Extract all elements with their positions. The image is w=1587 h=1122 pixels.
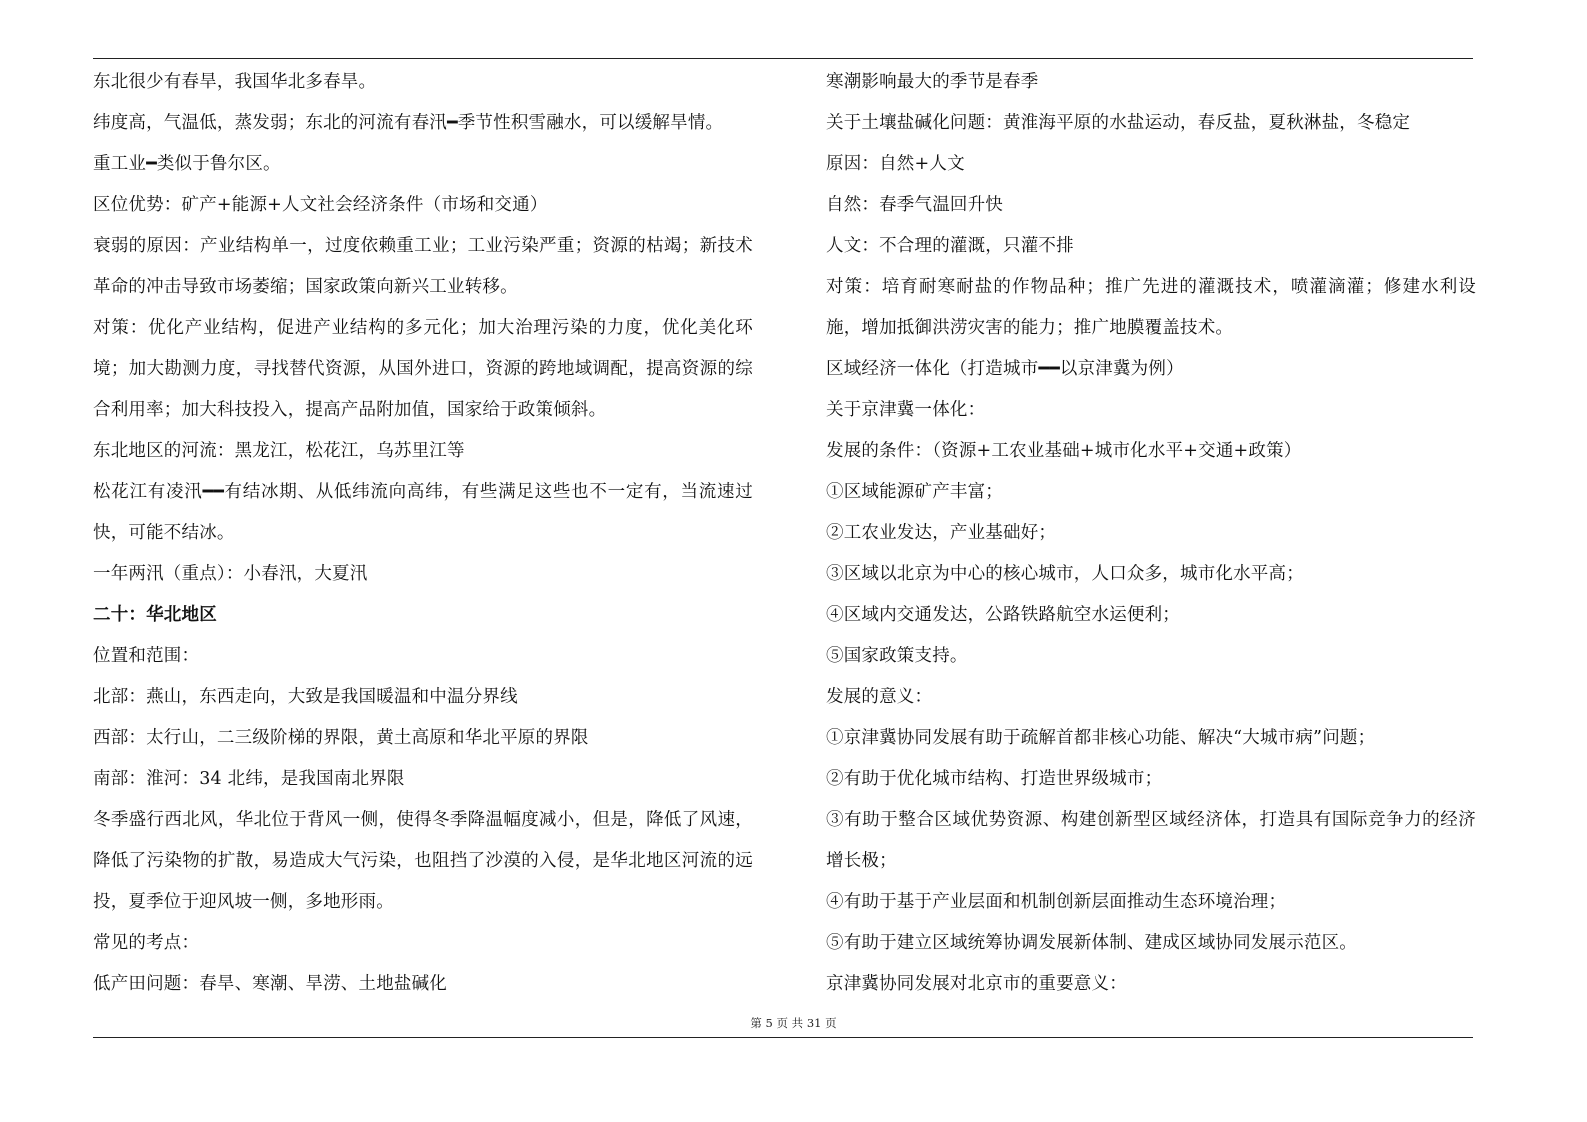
paragraph: 冬季盛行西北风，华北位于背风一侧，使得冬季降温幅度减小，但是，降低了风速，降低了污染物的扩散，易造成大气污染，也阻挡了沙漠的入侵，是华北地区河流的远投，夏季位于迎风坡一侧，多地形雨。 (93, 810, 753, 912)
paragraph: 京津冀协同发展对北京市的重要意义： (826, 974, 1127, 994)
paragraph: 纬度高，气温低，蒸发弱；东北的河流有春汛━季节性积雪融水，可以缓解旱情。 (93, 113, 724, 133)
paragraph: 松花江有凌汛━━有结冰期、从低纬流向高纬，有些满足这些也不一定有，当流速过快，可能不结冰。 (93, 482, 753, 543)
paragraph: 西部：太行山，二三级阶梯的界限，黄土高原和华北平原的界限 (93, 728, 589, 748)
paragraph: 低产田问题：春旱、寒潮、旱涝、土地盐碱化 (93, 974, 447, 994)
left-column (93, 62, 753, 1005)
paragraph: 区位优势：矿产+能源+人文社会经济条件（市场和交通） (93, 195, 548, 215)
paragraph: 衰弱的原因：产业结构单一，过度依赖重工业；工业污染严重；资源的枯竭；新技术革命的冲击导致市场萎缩；国家政策向新兴工业转移。 (93, 236, 753, 297)
list-item: ②工农业发达，产业基础好； (826, 523, 1057, 543)
list-item: ②有助于优化城市结构、打造世界级城市； (826, 769, 1163, 789)
paragraph: 对策：培育耐寒耐盐的作物品种；推广先进的灌溉技术，喷灌滴灌；修建水利设施，增加抵御洪涝灾害的能力；推广地膜覆盖技术。 (826, 277, 1476, 338)
list-item: ④区域内交通发达，公路铁路航空水运便利； (826, 605, 1180, 625)
paragraph: 原因：自然+人文 (826, 154, 965, 174)
paragraph: 人文：不合理的灌溉，只灌不排 (826, 236, 1074, 256)
list-item: ③有助于整合区域优势资源、构建创新型区域经济体，打造具有国际竞争力的经济增长极； (826, 810, 1476, 871)
paragraph: 常见的考点： (93, 933, 200, 953)
footer-rule (93, 1037, 1473, 1038)
paragraph: 东北很少有春旱，我国华北多春旱。 (93, 72, 377, 92)
paragraph: 发展的意义： (826, 687, 933, 707)
list-item: ④有助于基于产业层面和机制创新层面推动生态环境治理； (826, 892, 1287, 912)
list-item: ③区域以北京为中心的核心城市，人口众多，城市化水平高； (826, 564, 1304, 584)
paragraph: 关于土壤盐碱化问题：黄淮海平原的水盐运动，春反盐，夏秋淋盐，冬稳定 (826, 113, 1411, 133)
paragraph: 关于京津冀一体化： (826, 400, 986, 420)
list-item: ①区域能源矿产丰富； (826, 482, 1003, 502)
paragraph: 东北地区的河流：黑龙江，松花江，乌苏里江等 (93, 441, 465, 461)
section-heading: 二十：华北地区 (93, 605, 217, 625)
list-item: ①京津冀协同发展有助于疏解首都非核心功能、解决“大城市病”问题； (826, 728, 1376, 748)
right-column (826, 62, 1476, 1005)
paragraph: 发展的条件：（资源+工农业基础+城市化水平+交通+政策） (826, 441, 1302, 461)
header-rule (93, 58, 1473, 59)
paragraph: 区域经济一体化（打造城市━━以京津冀为例） (826, 359, 1184, 379)
paragraph: 寒潮影响最大的季节是春季 (826, 72, 1039, 92)
paragraph: 自然：春季气温回升快 (826, 195, 1003, 215)
paragraph: 南部：淮河：34 北纬，是我国南北界限 (93, 769, 405, 789)
paragraph: 位置和范围： (93, 646, 200, 666)
list-item: ⑤国家政策支持。 (826, 646, 968, 666)
paragraph: 对策：优化产业结构，促进产业结构的多元化；加大治理污染的力度，优化美化环境；加大勘测力度，寻找替代资源，从国外进口，资源的跨地域调配，提高资源的综合利用率；加大科技投入，提高产品附加值，国家给于政策倾斜。 (93, 318, 753, 420)
paragraph: 一年两汛（重点）：小春汛，大夏汛 (93, 564, 368, 584)
paragraph: 北部：燕山，东西走向，大致是我国暖温和中温分界线 (93, 687, 518, 707)
list-item: ⑤有助于建立区域统筹协调发展新体制、建成区域协同发展示范区。 (826, 933, 1357, 953)
page-number: 第 5 页 共 31 页 (750, 1016, 837, 1030)
paragraph: 重工业━类似于鲁尔区。 (93, 154, 281, 174)
